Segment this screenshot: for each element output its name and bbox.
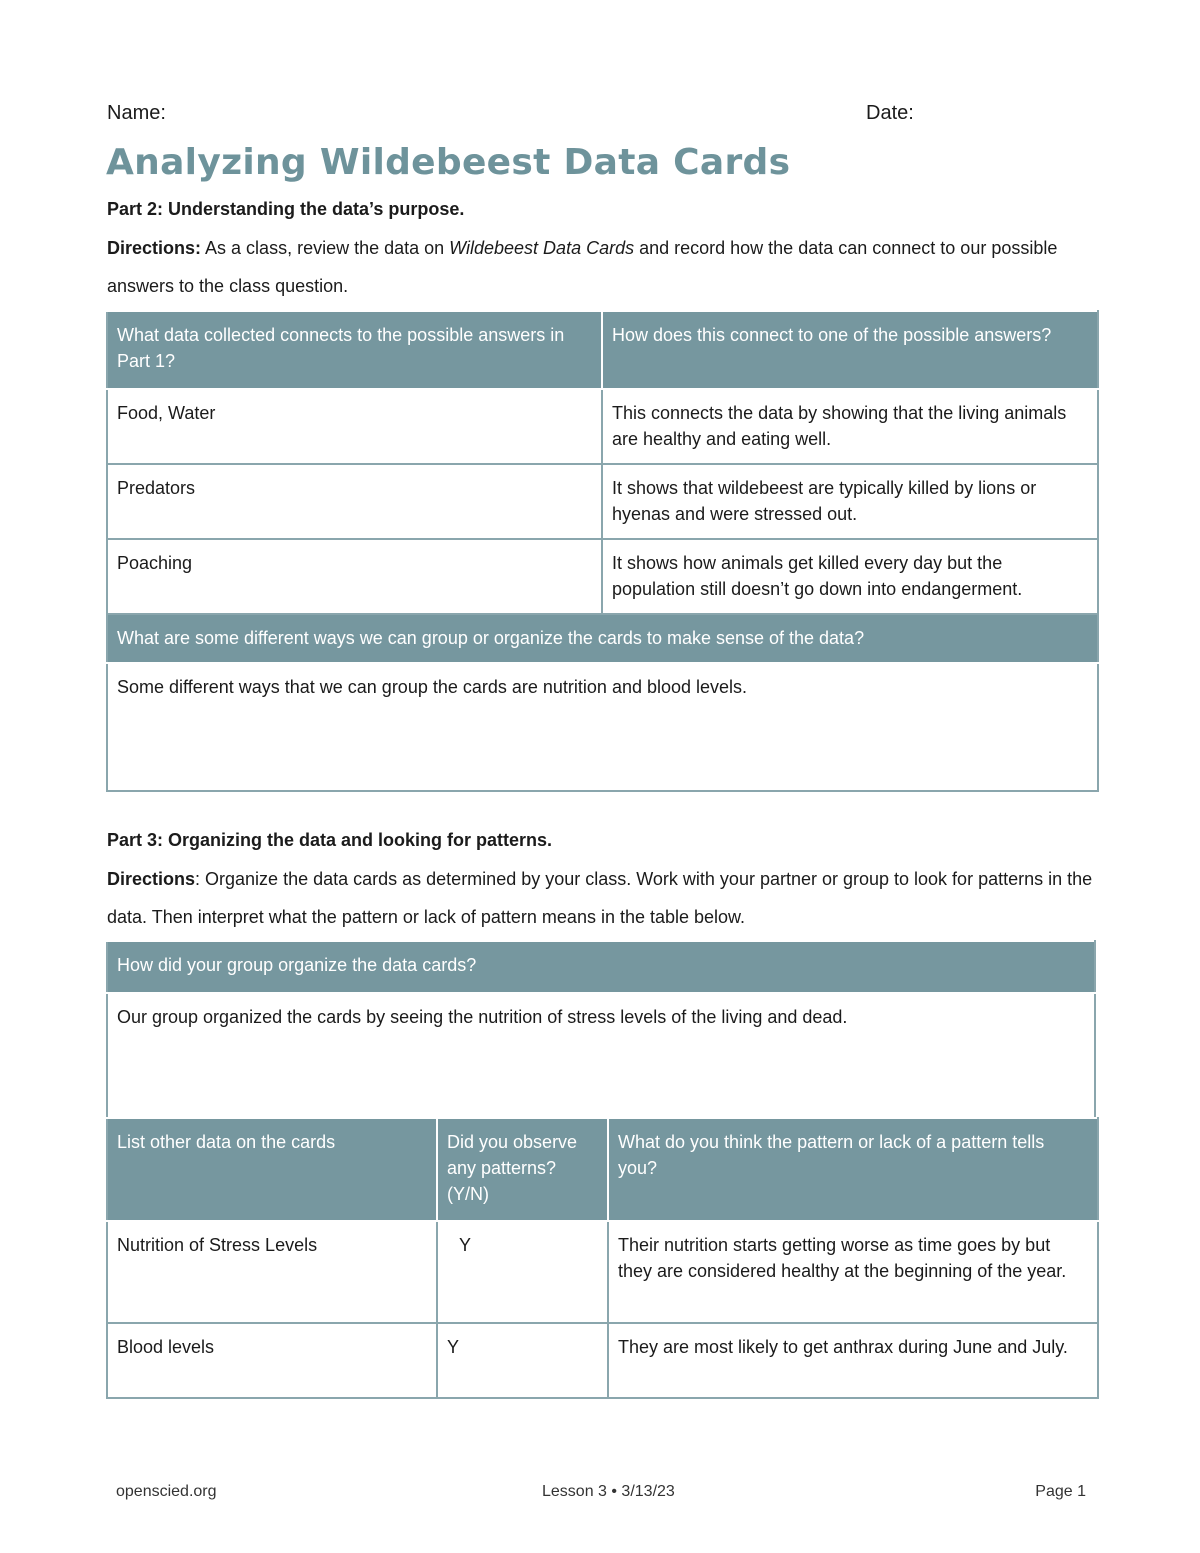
part3-heading: Part 3: Organizing the data and looking for patterns.	[107, 830, 553, 850]
other-data-cell[interactable]: Blood levels	[107, 1323, 437, 1398]
table-row	[107, 1323, 1098, 1398]
table-row	[107, 539, 1098, 614]
column-header-connection: How does this connect to one of the possible answers?	[602, 311, 1098, 389]
meaning-cell[interactable]: They are most likely to get anthrax during June and July.	[608, 1323, 1098, 1398]
data-connections-table	[106, 310, 1099, 792]
meaning-cell[interactable]: Their nutrition starts getting worse as time goes by but they are considered healthy at the beginning of the year.	[608, 1221, 1098, 1323]
part3-directions-text: : Organize the data cards as determined by your class. Work with your partner or group to look for patterns in the data. Then interpret what the pattern or lack of pattern means in the table below.	[107, 869, 1093, 927]
column-header-data: What data collected connects to the possible answers in Part 1?	[107, 311, 602, 389]
footer-lesson: Lesson 3 • 3/13/23	[542, 1483, 675, 1500]
part2-directions	[107, 229, 1097, 305]
part2-directions-text-b: and record how the data can connect to our possible answers to the class question.	[107, 238, 1058, 296]
grouping-answer-cell[interactable]: Some different ways that we can group the cards are nutrition and blood levels.	[107, 663, 1098, 791]
data-cell[interactable]: Predators	[107, 464, 602, 539]
part2-heading: Part 2: Understanding the data’s purpose.	[107, 199, 465, 219]
table-row	[107, 1221, 1098, 1323]
part2-directions-italic: Wildebeest Data Cards	[449, 238, 635, 258]
part3-directions	[107, 860, 1097, 936]
name-date-bar	[107, 102, 1097, 130]
table-row	[107, 993, 1095, 1119]
table-row	[107, 663, 1098, 791]
footer-page-number: Page 1	[1035, 1483, 1086, 1500]
organization-question-header: How did your group organize the data cards?	[107, 941, 1095, 993]
grouping-question-header: What are some different ways we can group or organize the cards to make sense of the data?	[107, 614, 1098, 663]
observed-cell[interactable]: Y	[437, 1323, 608, 1398]
part2-directions-text-a: As a class, review the data on	[201, 238, 450, 258]
part3-directions-label: Directions	[107, 869, 196, 889]
data-cell[interactable]: Poaching	[107, 539, 602, 614]
table-header-row	[107, 941, 1095, 993]
column-header-pattern-meaning: What do you think the pattern or lack of a pattern tells you?	[608, 1118, 1098, 1221]
table-header-row	[107, 311, 1098, 389]
table-header-row	[107, 1118, 1098, 1221]
page-footer	[116, 1483, 1086, 1505]
other-data-cell[interactable]: Nutrition of Stress Levels	[107, 1221, 437, 1323]
connection-cell[interactable]: It shows that wildebeest are typically killed by lions or hyenas and were stressed out.	[602, 464, 1098, 539]
observed-cell[interactable]: Y	[437, 1221, 608, 1323]
patterns-table	[106, 1117, 1099, 1399]
column-header-other-data: List other data on the cards	[107, 1118, 437, 1221]
connection-cell[interactable]: This connects the data by showing that the living animals are healthy and eating well.	[602, 389, 1098, 464]
footer-site: openscied.org	[116, 1483, 217, 1500]
column-header-patterns-observed: Did you observe any patterns? (Y/N)	[437, 1118, 608, 1221]
part2-directions-label: Directions:	[107, 238, 202, 258]
name-label: Name:	[107, 102, 166, 124]
page-title: Analyzing Wildebeest Data Cards	[106, 142, 791, 183]
table-header-row	[107, 614, 1098, 663]
data-cell[interactable]: Food, Water	[107, 389, 602, 464]
table-row	[107, 464, 1098, 539]
date-label: Date:	[866, 102, 914, 124]
organization-answer-cell[interactable]: Our group organized the cards by seeing the nutrition of stress levels of the living and dead.	[107, 993, 1095, 1119]
organization-table	[106, 940, 1096, 1120]
table-row	[107, 389, 1098, 464]
connection-cell[interactable]: It shows how animals get killed every day but the population still doesn’t go down into endangerment.	[602, 539, 1098, 614]
